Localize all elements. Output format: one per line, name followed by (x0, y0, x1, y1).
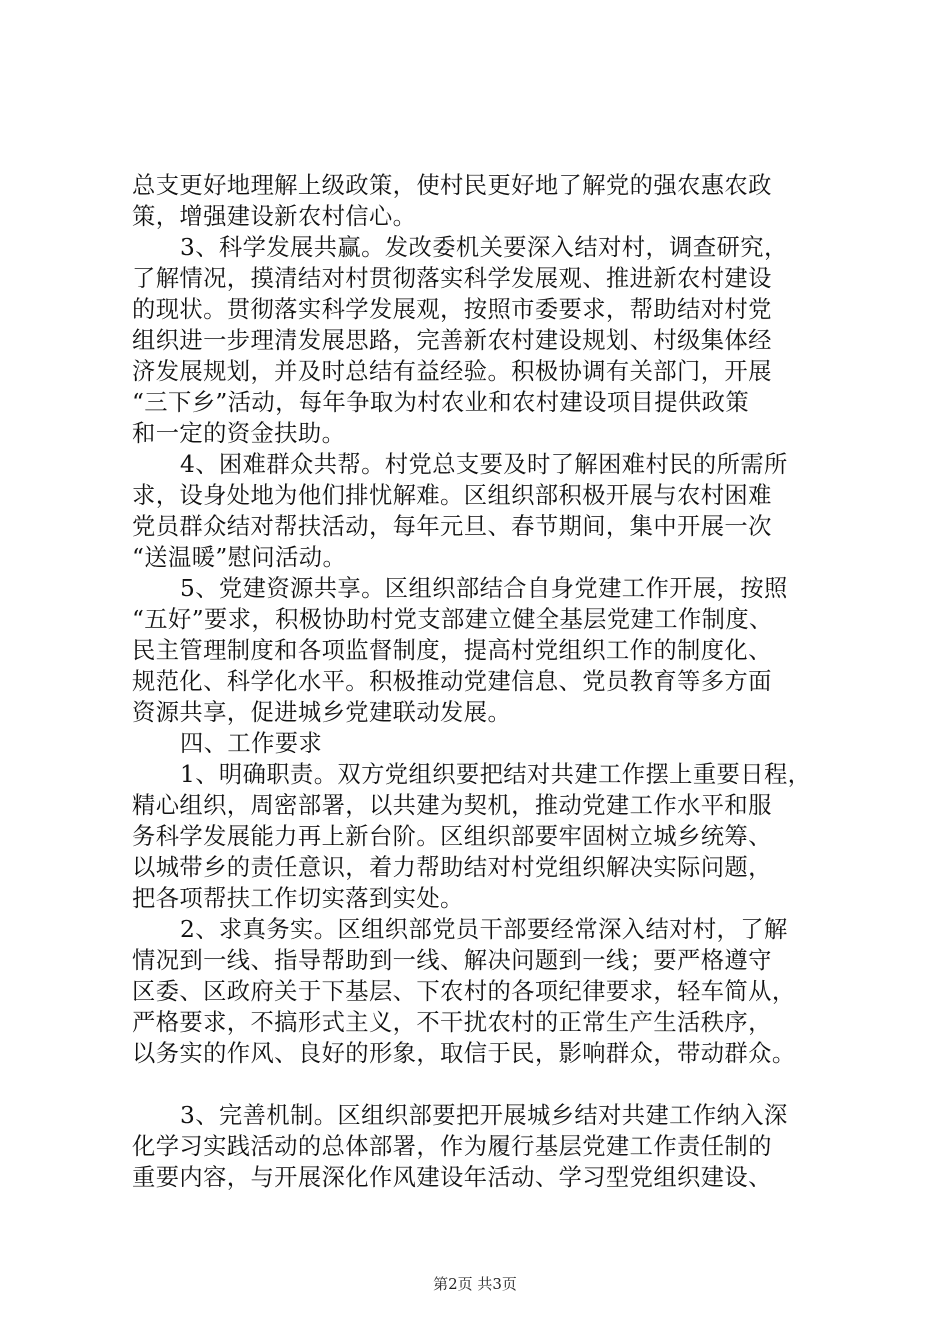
text-line: 求，设身处地为他们排忧解难。区组织部积极开展与农村困难 (132, 482, 772, 509)
text-line: “五好”要求，积极协助村党支部建立健全基层党建工作制度、 (132, 606, 773, 633)
page-footer: 第2页 共3页 (433, 1275, 517, 1293)
text-line: 资源共享，促进城乡党建联动发展。 (132, 699, 512, 726)
text-line: 精心组织，周密部署，以共建为契机，推动党建工作水平和服 (132, 792, 772, 819)
text-line: 重要内容，与开展深化作风建设年活动、学习型党组织建设、 (132, 1164, 772, 1191)
text-line: 总支更好地理解上级政策，使村民更好地了解党的强农惠农政 (132, 172, 772, 199)
text-line: 规范化、科学化水平。积极推动党建信息、党员教育等多方面 (132, 668, 772, 695)
text-line: 以城带乡的责任意识，着力帮助结对村党组织解决实际问题， (132, 854, 772, 881)
text-line: 严格要求，不搞形式主义，不干扰农村的正常生产生活秩序， (132, 1009, 772, 1036)
text-line: 化学习实践活动的总体部署，作为履行基层党建工作责任制的 (132, 1133, 772, 1160)
text-line: 四、工作要求 (180, 730, 323, 757)
text-line: 情况到一线、指导帮助到一线、解决问题到一线；要严格遵守 (132, 947, 772, 974)
text-line: “三下乡”活动，每年争取为村农业和农村建设项目提供政策 (132, 389, 750, 416)
text-line: 济发展规划，并及时总结有益经验。积极协调有关部门，开展 (132, 358, 772, 385)
body-text (132, 170, 852, 1193)
text-line: 4、困难群众共帮。村党总支要及时了解困难村民的所需所 (180, 451, 788, 478)
text-line: 组织进一步理清发展思路，完善新农村建设规划、村级集体经 (132, 327, 772, 354)
text-line: 2、求真务实。区组织部党员干部要经常深入结对村，了解 (180, 916, 788, 943)
text-line: 5、党建资源共享。区组织部结合自身党建工作开展，按照 (180, 575, 788, 602)
text-line: 把各项帮扶工作切实落到实处。 (132, 885, 464, 912)
text-line: 了解情况，摸清结对村贯彻落实科学发展观、推进新农村建设 (132, 265, 772, 292)
text-line: 民主管理制度和各项监督制度，提高村党组织工作的制度化、 (132, 637, 772, 664)
blank-line (132, 1069, 852, 1100)
text-line: 以务实的作风、良好的形象，取信于民，影响群众，带动群众。 (132, 1040, 796, 1067)
text-line: 策，增强建设新农村信心。 (132, 203, 417, 230)
text-line: 的现状。贯彻落实科学发展观，按照市委要求，帮助结对村党 (132, 296, 772, 323)
text-line: 区委、区政府关于下基层、下农村的各项纪律要求，轻车简从， (132, 978, 796, 1005)
text-line: 务科学发展能力再上新台阶。区组织部要牢固树立城乡统筹、 (132, 823, 772, 850)
text-line: 1、明确职责。双方党组织要把结对共建工作摆上重要日程， (180, 761, 812, 788)
text-line: “送温暖”慰问活动。 (132, 544, 347, 571)
text-line: 3、完善机制。区组织部要把开展城乡结对共建工作纳入深 (180, 1102, 788, 1129)
text-line: 党员群众结对帮扶活动，每年元旦、春节期间，集中开展一次 (132, 513, 772, 540)
text-line: 3、科学发展共赢。发改委机关要深入结对村，调查研究， (180, 234, 788, 261)
text-line: 和一定的资金扶助。 (132, 420, 346, 447)
